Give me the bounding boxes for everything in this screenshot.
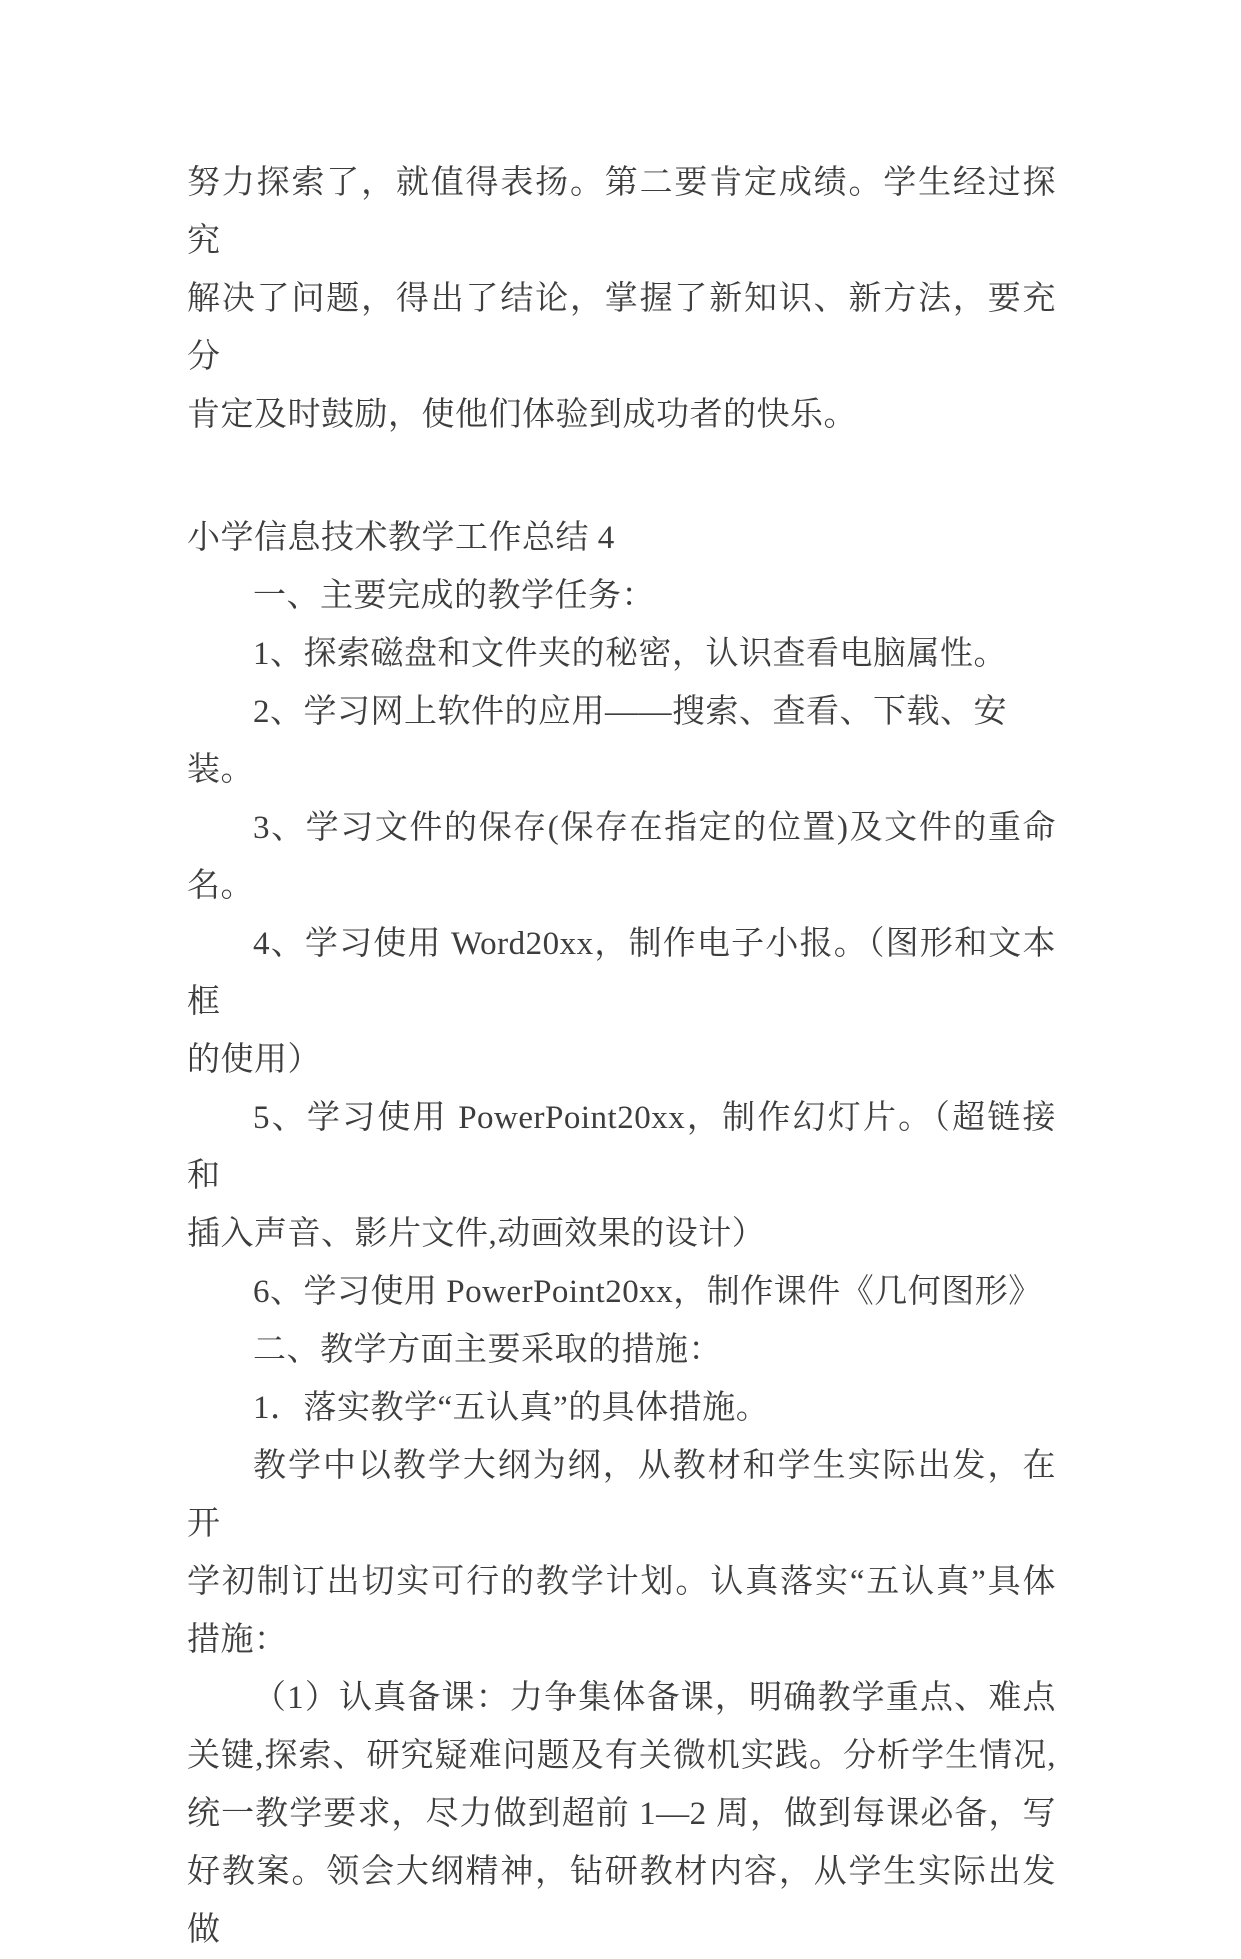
list-item-line: 4、学习使用 Word20xx，制作电子小报。（图形和文本框 [187,926,1056,1020]
text-line: 措施： [187,1622,288,1658]
text-line: 解决了问题，得出了结论，掌握了新知识、新方法，要充分 [187,281,1056,375]
heading-line: 一、主要完成的教学任务： [253,578,655,614]
list-item-line: 3、学习文件的保存(保存在指定的位置)及文件的重命 [253,810,1056,846]
heading-line: 二、教学方面主要采取的措施： [253,1332,722,1368]
text-line: 名。 [187,868,254,904]
text-line: 教学中以教学大纲为纲，从教材和学生实际出发，在开 [187,1448,1056,1542]
text-line: 1．落实教学“五认真”的具体措施。 [253,1390,770,1426]
text-line: 学初制订出切实可行的教学计划。认真落实“五认真”具体 [187,1564,1056,1600]
text-line: 的使用） [187,1042,321,1078]
doc-title: 小学信息技术教学工作总结 4 [187,520,615,556]
list-item-line: 2、学习网上软件的应用——搜索、查看、下载、安装。 [187,694,1007,788]
list-item-line: 1、探索磁盘和文件夹的秘密，认识查看电脑属性。 [253,636,1007,672]
text-line: 插入声音、影片文件,动画效果的设计） [187,1216,766,1252]
text-line: 统一教学要求，尽力做到超前 1—2 周，做到每课必备，写 [187,1796,1056,1832]
text-line: 好教案。领会大纲精神，钻研教材内容，从学生实际出发做 [187,1854,1056,1948]
list-item-line: 6、学习使用 PowerPoint20xx，制作课件《几何图形》 [253,1274,1042,1310]
text-line: 努力探索了，就值得表扬。第二要肯定成绩。学生经过探究 [187,165,1056,259]
text-line: （1）认真备课：力争集体备课，明确教学重点、难点 [253,1680,1056,1716]
text-line: 肯定及时鼓励，使他们体验到成功者的快乐。 [187,397,857,433]
list-item-line: 5、学习使用 PowerPoint20xx，制作幻灯片。（超链接和 [187,1100,1056,1194]
text-line: 关键,探索、研究疑难问题及有关微机实践。分析学生情况, [187,1738,1056,1774]
